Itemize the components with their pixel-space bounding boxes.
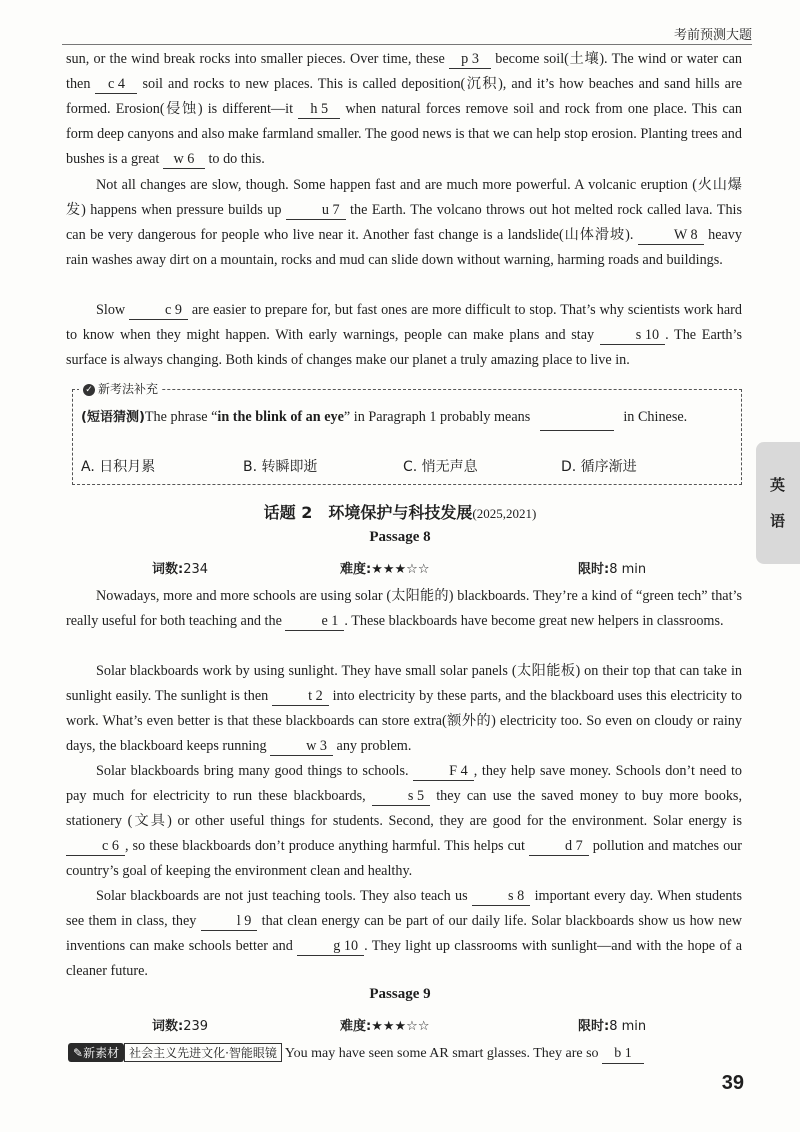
blank-h-5[interactable]: h 5: [298, 100, 340, 119]
page-number: 39: [721, 1072, 744, 1094]
lightbulb-icon: ✓: [83, 384, 95, 396]
answer-blank[interactable]: [540, 404, 614, 431]
p8-difficulty: 难度:★★★☆☆: [340, 562, 430, 577]
p9-difficulty: 难度:★★★☆☆: [340, 1019, 430, 1034]
blank-s-5[interactable]: s 5: [372, 787, 430, 806]
blank-c-6[interactable]: c 6: [66, 837, 125, 856]
text-run: Not all changes are slow, though. Some happen fast and are much more powerful. A volcanic eruption (火山爆发) happens when pressure builds up: [66, 177, 742, 218]
blank-s-8[interactable]: s 8: [472, 887, 530, 906]
text-run: pollution and matches our country’s goal of keeping the environment clean and healthy.: [66, 838, 742, 879]
p9-intro-line: ✎新素材 社会主义先进文化·智能眼镜 You may have seen some AR smart glasses. They are so b 1: [68, 1043, 644, 1064]
text-run: become soil(土壤). The wind or water can then: [66, 51, 743, 92]
supplement-question: (短语猜测)The phrase “in the blink of an eye” in Paragraph 1 probably means in Chinese.: [81, 404, 733, 431]
text-run: Solar blackboards work by using sunlight. They have small solar panels (太阳能板) on their top that can take in sunlight easily. The sunlight is then: [66, 663, 742, 704]
p8-word-count: 词数:234: [152, 562, 209, 577]
blank-p-3[interactable]: p 3: [449, 50, 491, 69]
topic-badge: 社会主义先进文化·智能眼镜: [124, 1043, 282, 1062]
text-run: when natural forces remove soil and rock from one place. This can form deep canyons and also make farmland smaller. The good news is that we can help stop erosion. Planting trees and bushes is a great: [66, 101, 743, 167]
option-b[interactable]: B. 转瞬即逝: [243, 459, 318, 475]
subject-side-tab: 英 语: [756, 442, 800, 564]
text-run: , so these blackboards don’t produce anything harmful. This helps cut: [124, 838, 529, 854]
text-run: important every day. When students see them in class, they: [66, 888, 742, 929]
text-run: to do this.: [204, 151, 265, 167]
blank-f-4[interactable]: F 4: [413, 762, 474, 781]
text-run: any problem.: [332, 738, 412, 754]
option-a[interactable]: A. 日积月累: [81, 459, 156, 475]
p8-paragraph-2: [66, 659, 742, 759]
passage-8-title: Passage 8: [369, 529, 431, 545]
lightbulb-icon: ✎: [73, 1046, 84, 1060]
p8-time-limit: 限时:8 min: [578, 562, 647, 577]
option-d[interactable]: D. 循序渐进: [561, 459, 637, 475]
blank-t-2[interactable]: t 2: [272, 687, 329, 706]
text-run: Solar blackboards bring many good things to schools.: [96, 763, 414, 779]
text-run: Slow: [96, 302, 130, 318]
paragraph-erosion: [66, 47, 742, 172]
blank-l-9[interactable]: l 9: [201, 912, 258, 931]
header-divider: [62, 44, 752, 45]
blank-g-10[interactable]: g 10: [297, 937, 364, 956]
supplement-box: [72, 382, 742, 485]
running-header: 考前预测大题: [673, 28, 752, 43]
blank-1[interactable]: b 1: [602, 1045, 644, 1064]
text-run: heavy rain washes away dirt on a mountain, rocks and mud can slide down without warning, harming roads and buildings.: [66, 227, 742, 268]
text-run: are easier to prepare for, but fast ones are more difficult to stop. That’s why scientists work hard to know when they might happen. With early warnings, people can make plans and stay: [66, 302, 742, 343]
p9-time-limit: 限时:8 min: [578, 1019, 647, 1034]
blank-s-10[interactable]: s 10: [600, 326, 665, 345]
text-run: that clean energy can be part of our daily life. Solar blackboards show us how new inventions can make schools better and: [66, 913, 742, 954]
topic-heading: 话题 2 环境保护与科技发展(2025,2021): [263, 503, 537, 522]
text-run: Nowadays, more and more schools are using solar (太阳能的) blackboards. They’re a kind of “green tech” that’s really useful for both teaching and the: [66, 588, 742, 629]
blank-e-1[interactable]: e 1: [285, 612, 344, 631]
text-run: , they help save money. Schools don’t need to pay much for electricity to run these blackboards,: [66, 763, 742, 804]
blank-d-7[interactable]: d 7: [529, 837, 589, 856]
passage-9-title: Passage 9: [369, 986, 431, 1002]
blank-w-6[interactable]: w 6: [163, 150, 205, 169]
text-run: they can use the saved money to buy more books, stationery (文具) or other useful things for students. Second, they are good for the environment. Solar energy is: [66, 788, 742, 829]
blank-c-9[interactable]: c 9: [129, 301, 188, 320]
text-run: into electricity by these parts, and the blackboard uses this electricity to work. What’s even better is that these blackboards can store extra(额外的) electricity too. So even on cloudy or rainy days, the blackboard keeps running: [66, 688, 742, 754]
text-run: . The Earth’s surface is always changing. Both kinds of changes make our planet a truly amazing place to live in.: [66, 327, 742, 368]
supplement-tag: ✓ 新考法补充: [79, 380, 162, 397]
paragraph-slow-changes: [66, 298, 742, 373]
blank-c-4[interactable]: c 4: [95, 75, 137, 94]
text-run: . These blackboards have become great new helpers in classrooms.: [344, 613, 724, 629]
p8-paragraph-3: [66, 759, 742, 884]
text-run: Solar blackboards are not just teaching tools. They also teach us: [96, 888, 473, 904]
p9-word-count: 词数:239: [152, 1019, 209, 1034]
text-run: sun, or the wind break rocks into smaller pieces. Over time, these: [66, 51, 450, 67]
new-material-badge: ✎新素材: [68, 1043, 124, 1062]
blank-w-8[interactable]: W 8: [638, 226, 704, 245]
p8-paragraph-4: [66, 884, 742, 984]
paragraph-fast-changes: [66, 173, 742, 273]
blank-w-3[interactable]: w 3: [270, 737, 333, 756]
text-run: soil and rocks to new places. This is called deposition(沉积), and it’s how beaches and sand hills are formed. Erosion(侵蚀) is different—it: [66, 76, 742, 117]
p8-paragraph-1: [66, 584, 742, 634]
blank-u-7[interactable]: u 7: [286, 201, 346, 220]
text-run: . They light up classrooms with sunlight—and with the hope of a cleaner future.: [66, 938, 742, 979]
text-run: the Earth. The volcano throws out hot melted rock called lava. This can be very dangerous for people who live near it. Another fast change is a landslide(山体滑坡).: [66, 202, 742, 243]
option-c[interactable]: C. 悄无声息: [403, 459, 478, 475]
